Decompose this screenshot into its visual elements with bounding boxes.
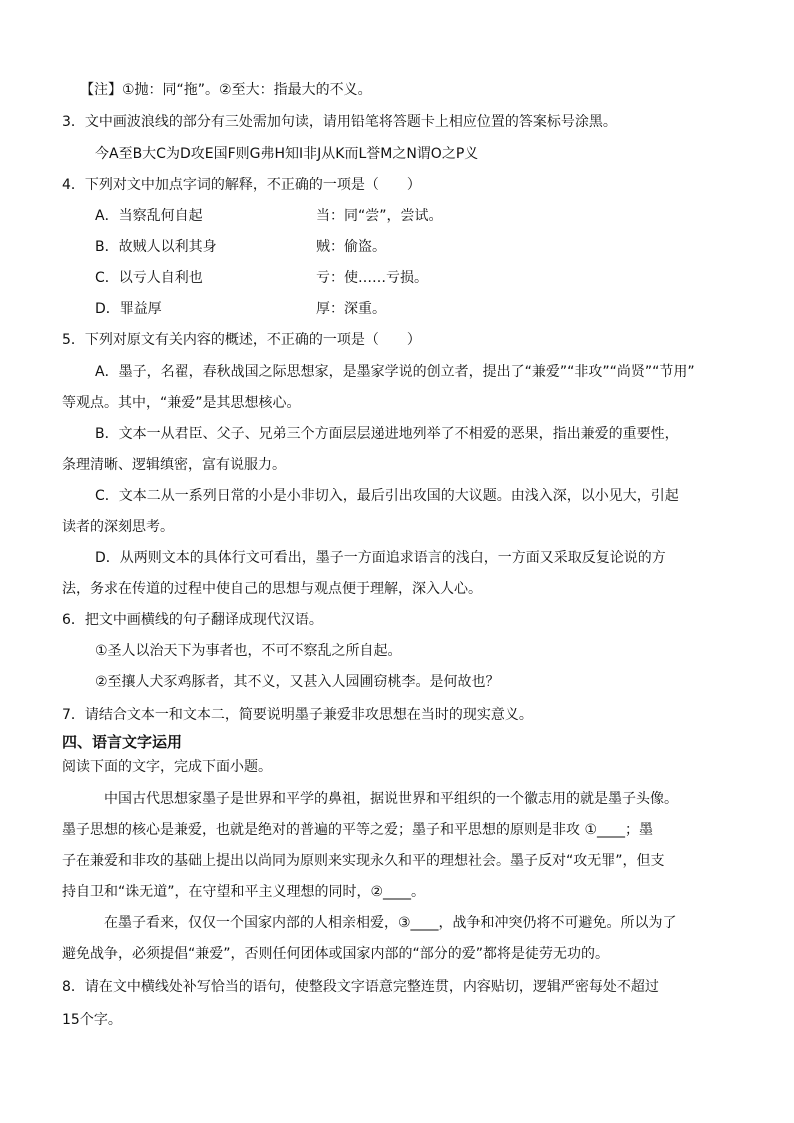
question-5-option-b-cont: 条理清晰、逻辑缜密，富有说服力。 <box>62 457 286 473</box>
option-text: A．当察乱何自起 <box>95 208 203 224</box>
question-7: 7．请结合文本一和文本二，简要说明墨子兼爱非攻思想在当时的现实意义。 <box>62 707 533 723</box>
question-5-option-d: D．从两则文本的具体行文可看出，墨子一方面追求语言的浅白，一方面又采取反复论说的方 <box>95 550 666 566</box>
question-5-option-a: A．墨子，名翟，春秋战国之际思想家，是墨家学说的创立者，提出了“兼爱”“非攻”“尚贤”“节用” <box>95 364 695 380</box>
option-explanation: 当：同“尝”，尝试。 <box>316 208 443 224</box>
question-5-option-b: B．文本一从君臣、父子、兄弟三个方面层层递进地列举了不相爱的恶果，指出兼爱的重要性， <box>95 426 679 442</box>
passage-line-6: 避免战争，必须提倡“兼爱”，否则任何团体或国家内部的“部分的爱”都将是徒劳无功的。 <box>62 946 610 962</box>
question-6: 6．把文中画横线的句子翻译成现代汉语。 <box>62 612 323 628</box>
question-8: 8．请在文中横线处补写恰当的语句，使整段文字语意完整连贯，内容贴切，逻辑严密每处不超过 <box>62 979 659 995</box>
option-text: D．罪益厚 <box>95 301 162 317</box>
question-3-passage: 今A至B大C为D攻E国F则G弗H知I非J从K而L誉M之N谓O之P义 <box>95 146 479 162</box>
passage-line-5: 在墨子看来，仅仅一个国家内部的人相亲相爱，③____，战争和冲突仍将不可避免。所以为了 <box>104 915 677 931</box>
option-text: C．以亏人自利也 <box>95 270 203 286</box>
question-5-option-d-cont: 法，务求在传道的过程中使自己的思想与观点便于理解，深入人心。 <box>62 581 482 597</box>
question-5-option-a-cont: 等观点。其中，“兼爱”是其思想核心。 <box>62 395 301 411</box>
section-heading: 四、语言文字运用 <box>62 733 183 751</box>
passage-line-3: 子在兼爱和非攻的基础上提出以尚同为原则来实现永久和平的理想社会。墨子反对“攻无罪”，但支 <box>62 853 665 869</box>
option-explanation: 亏：使……亏损。 <box>316 270 428 286</box>
section-instruction: 阅读下面的文字，完成下面小题。 <box>62 759 272 775</box>
question-5-option-c-cont: 读者的深刻思考。 <box>62 519 174 535</box>
option-text: B．故贼人以利其身 <box>95 239 217 255</box>
passage-line-1: 中国古代思想家墨子是世界和平学的鼻祖，据说世界和平组织的一个徽志用的就是墨子头像。 <box>104 791 678 807</box>
option-explanation: 贼：偷盗。 <box>316 239 386 255</box>
question-4: 4．下列对文中加点字词的解释，不正确的一项是（ ） <box>62 177 421 193</box>
question-6-item-2: ②至攘人犬豕鸡豚者，其不义，又甚入人园圃窃桃李。是何故也？ <box>95 674 500 690</box>
note-line: 【注】①抛：同“拖”。②至大：指最大的不义。 <box>80 82 372 98</box>
question-8-cont: 15个字。 <box>62 1012 122 1028</box>
passage-line-4: 持自卫和“诛无道”，在守望和平主义理想的同时，②____。 <box>62 884 426 900</box>
question-3: 3．文中画波浪线的部分有三处需加句读，请用铅笔将答题卡上相应位置的答案标号涂黑。 <box>62 114 617 130</box>
question-5: 5．下列对原文有关内容的概述，不正确的一项是（ ） <box>62 332 421 348</box>
option-explanation: 厚：深重。 <box>316 301 386 317</box>
question-6-item-1: ①圣人以治天下为事者也，不可不察乱之所自起。 <box>95 643 402 659</box>
passage-line-2: 墨子思想的核心是兼爱，也就是绝对的普遍的平等之爱；墨子和平思想的原则是非攻 ①____；墨 <box>62 822 653 838</box>
question-5-option-c: C．文本二从一系列日常的小是小非切入，最后引出攻国的大议题。由浅入深，以小见大，引起 <box>95 488 679 504</box>
